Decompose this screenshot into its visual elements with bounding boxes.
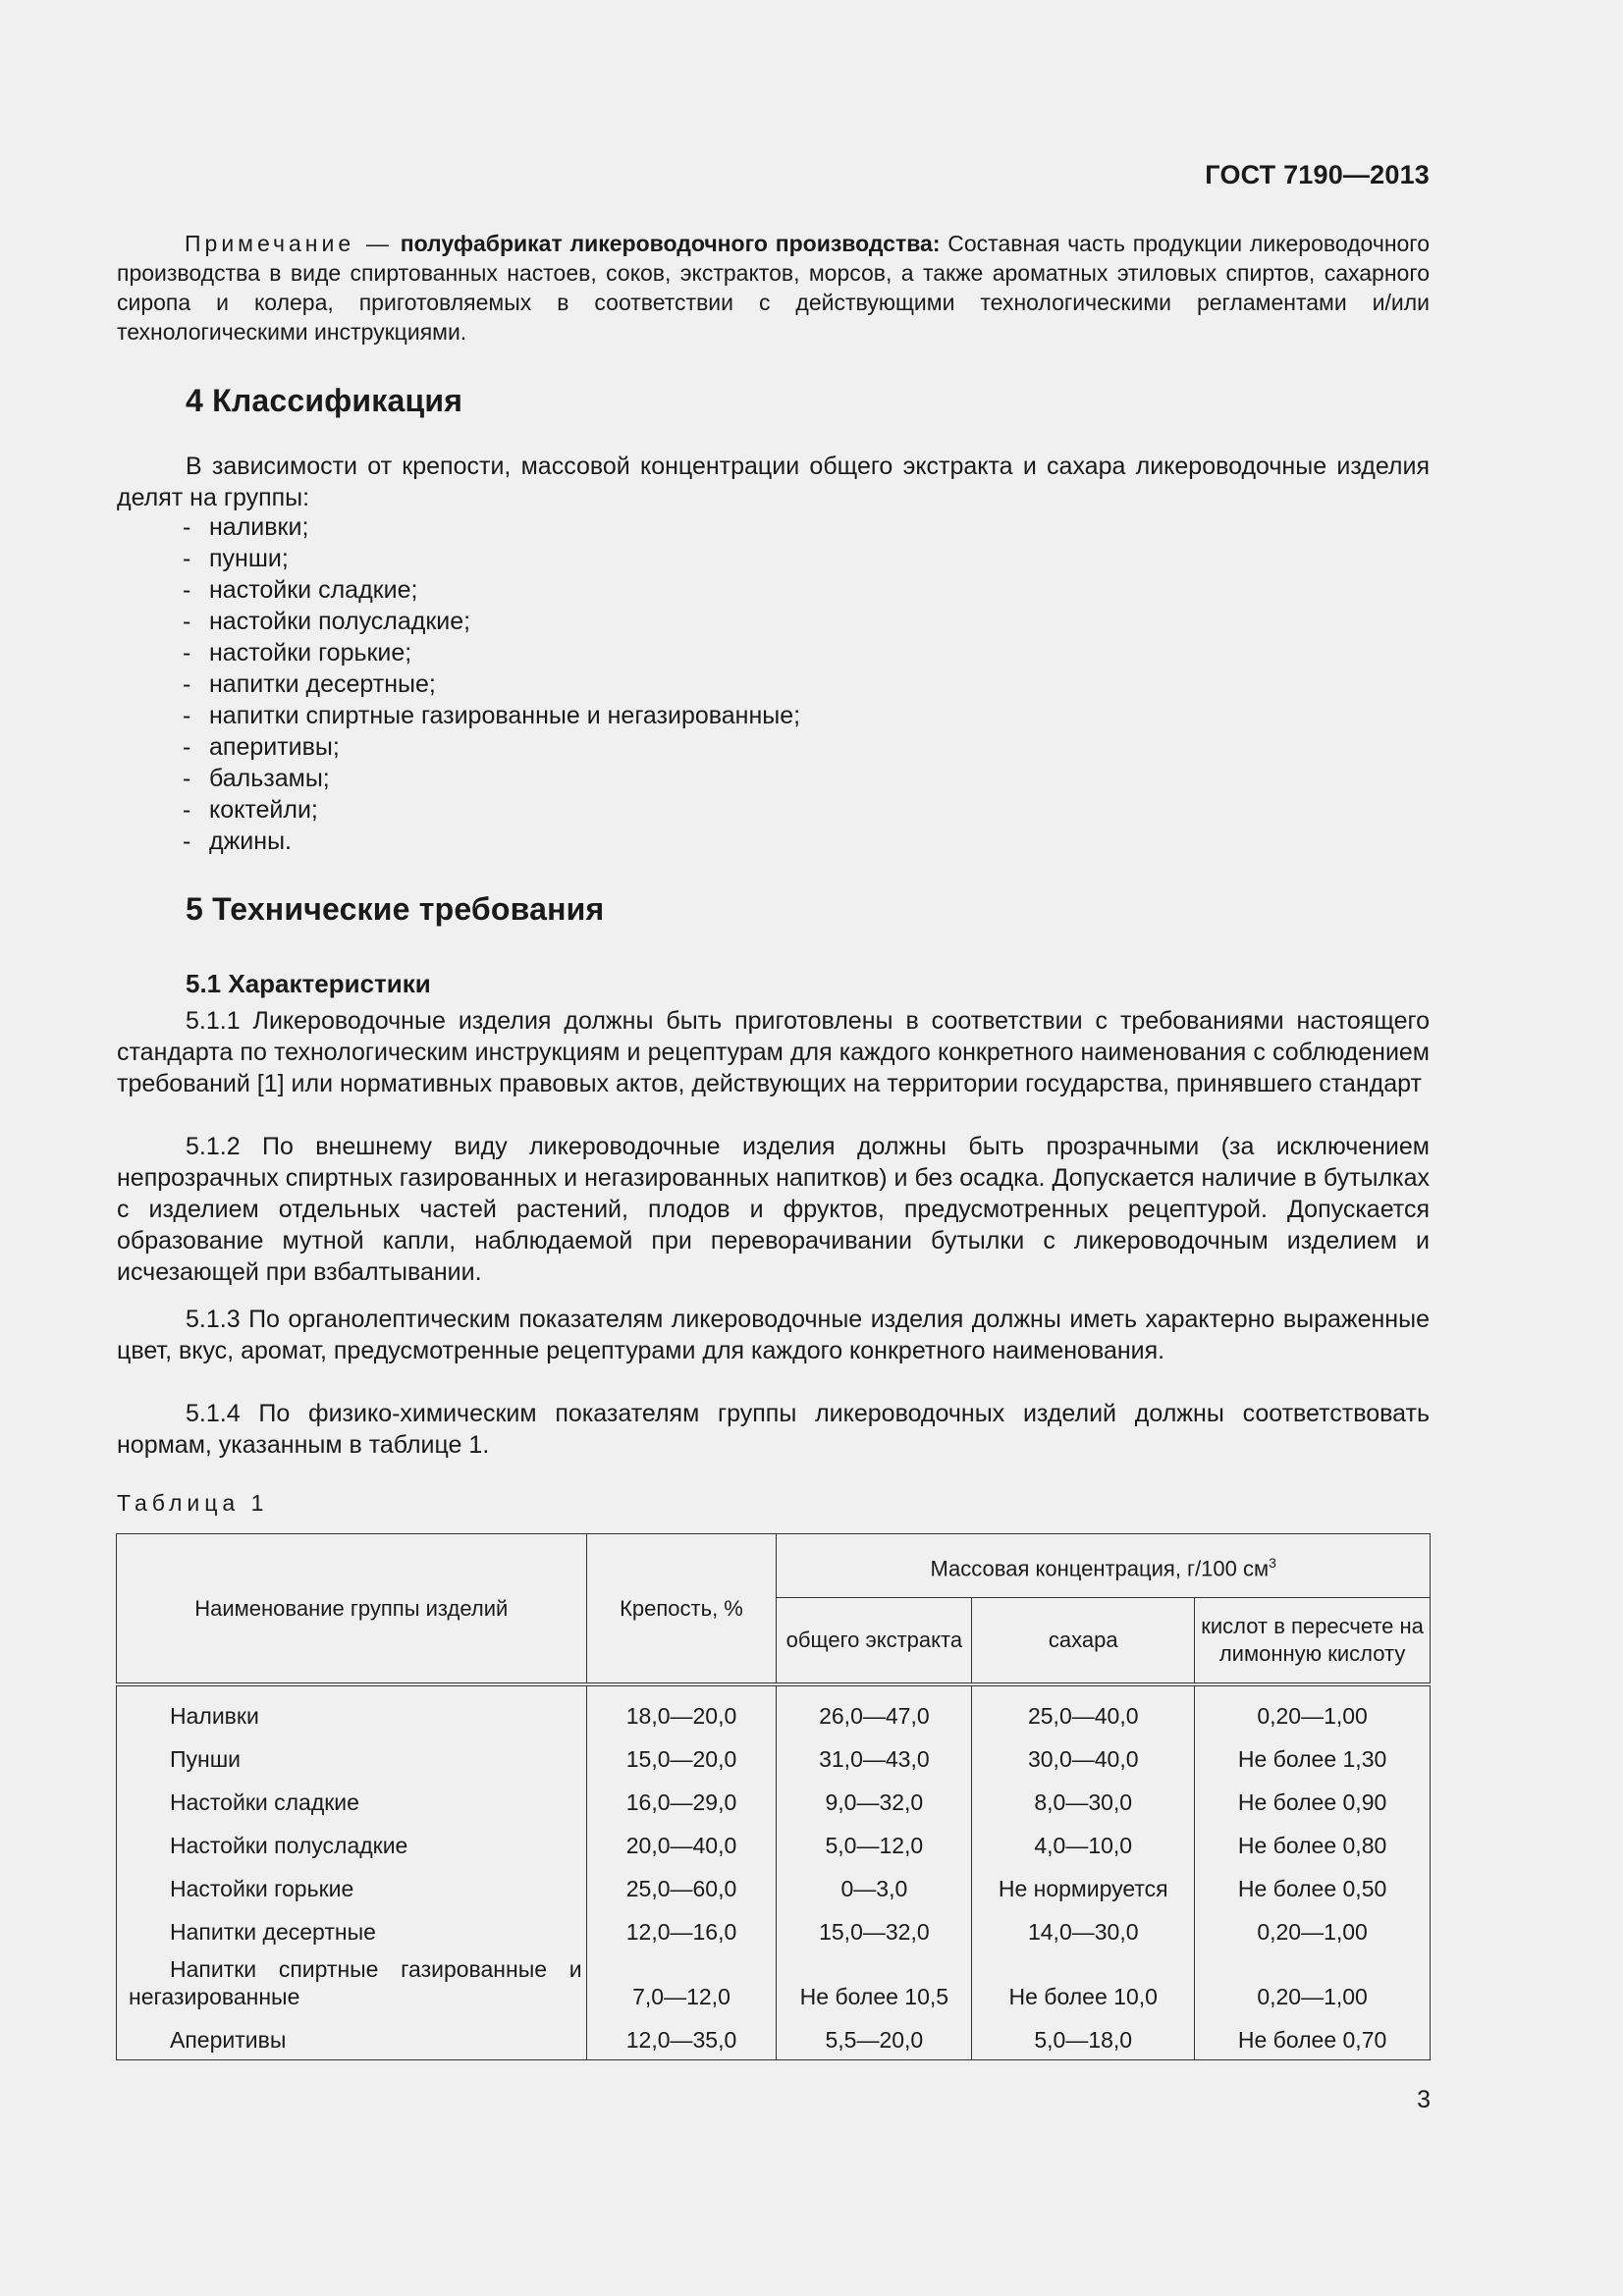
- section-5-heading: 5 Технические требования: [186, 891, 605, 927]
- paragraph-5-1-2-text: 5.1.2 По внешнему виду ликероводочные изделия должны быть прозрачными (за исключением непрозрачных спиртных газированных и негазированных напитков) и без осадка. Допускается наличие в бутылках с изделием отдельных частей растений, плодов и фруктов, предусмотренных рецептурой. Допускается образование мутной капли, наблюдаемой при переворачивании бутылки с ликероводочным изделием и исчезающей при взбалтывании.: [117, 1133, 1430, 1286]
- table-row: Настойки горькие 25,0—60,0 0—3,0 Не нормируется Не более 0,50: [117, 1865, 1431, 1908]
- list-item: - пунши;: [183, 545, 289, 572]
- table-row: Пунши 15,0—20,0 31,0—43,0 30,0—40,0 Не более 1,30: [117, 1735, 1431, 1779]
- subsection-5-1-heading: 5.1 Характеристики: [186, 969, 431, 998]
- section-4-heading: 4 Классификация: [186, 383, 463, 418]
- header-name: Наименование группы изделий: [117, 1534, 587, 1685]
- table-row: Напитки десертные 12,0—16,0 15,0—32,0 14,0—30,0 0,20—1,00: [117, 1908, 1431, 1951]
- paragraph-5-1-3: [117, 1304, 1430, 1366]
- document-code: ГОСТ 7190—2013: [1205, 160, 1430, 189]
- group-list: [183, 511, 800, 857]
- section-4-intro: [117, 451, 1430, 513]
- paragraph-5-1-1-text: 5.1.1 Ликероводочные изделия должны быть приготовлены в соответствии с требованиями настоящего стандарта по технологическим инструкциям и рецептурам для каждого конкретного наименования с соблюдением требований [1] или нормативных правовых актов, действующих на территории государства, принявшего стандарт: [117, 1007, 1430, 1097]
- list-item: - наливки;: [183, 513, 309, 541]
- list-item: - настойки полусладкие;: [183, 608, 471, 635]
- list-item: - настойки горькие;: [183, 639, 412, 667]
- header-extract: общего экстракта: [777, 1598, 972, 1685]
- list-item: - коктейли;: [183, 796, 318, 824]
- page-number: 3: [1417, 2086, 1431, 2113]
- paragraph-5-1-1: [117, 1005, 1430, 1099]
- paragraph-5-1-2: [117, 1131, 1430, 1288]
- list-item: - настойки сладкие;: [183, 576, 418, 604]
- paragraph-5-1-4-text: 5.1.4 По физико-химическим показателям группы ликероводочных изделий должны соответствовать нормам, указанным в таблице 1.: [117, 1400, 1430, 1459]
- table-row: Настойки полусладкие 20,0—40,0 5,0—12,0 4,0—10,0 Не более 0,80: [117, 1822, 1431, 1865]
- table-row: Наливки 18,0—20,0 26,0—47,0 25,0—40,0 0,20—1,00: [117, 1684, 1431, 1735]
- table-row: Напитки спиртные газированные и негазированные 7,0—12,0 Не более 10,5 Не более 10,0 0,20—1,00: [117, 1951, 1431, 2016]
- list-item: - аперитивы;: [183, 733, 340, 761]
- header-mass-concentration: Массовая концентрация, г/100 $см^3$: [777, 1534, 1431, 1598]
- note-label: Примечание —: [185, 231, 393, 256]
- section-4-intro-text: В зависимости от крепости, массовой концентрации общего экстракта и сахара ликероводочные изделия делят на группы:: [117, 453, 1430, 511]
- table-caption: Таблица 1: [117, 1490, 269, 1516]
- table-row: Аперитивы 12,0—35,0 5,5—20,0 5,0—18,0 Не более 0,70: [117, 2016, 1431, 2060]
- note-paragraph: [117, 229, 1430, 347]
- list-item: - напитки спиртные газированные и негазированные;: [183, 702, 801, 729]
- paragraph-5-1-4: [117, 1398, 1430, 1461]
- header-sugar: сахара: [972, 1598, 1195, 1685]
- table-row: Настойки сладкие 16,0—29,0 9,0—32,0 8,0—30,0 Не более 0,90: [117, 1779, 1431, 1822]
- list-item: - бальзамы;: [183, 765, 330, 792]
- header-strength: Крепость, %: [586, 1534, 777, 1685]
- table-1: [116, 1533, 1431, 2060]
- note-text: Составная часть продукции ликероводочного производства в виде спиртованных настоев, соков, экстрактов, морсов, а также ароматных этиловых спиртов, сахарного сиропа и колера, приготовляемых в соответствии с действующими технологическими регламентами и/или технологическими инструкциями.: [117, 231, 1430, 345]
- list-item: - напитки десертные;: [183, 670, 436, 698]
- list-item: - джины.: [183, 828, 292, 855]
- note-term: полуфабрикат ликероводочного производства:: [400, 231, 941, 256]
- header-acids: кислот в пересчете на лимонную кислоту: [1195, 1598, 1431, 1685]
- paragraph-5-1-3-text: 5.1.3 По органолептическим показателям ликероводочные изделия должны иметь характерно выраженные цвет, вкус, аромат, предусмотренные рецептурами для каждого конкретного наименования.: [117, 1306, 1430, 1364]
